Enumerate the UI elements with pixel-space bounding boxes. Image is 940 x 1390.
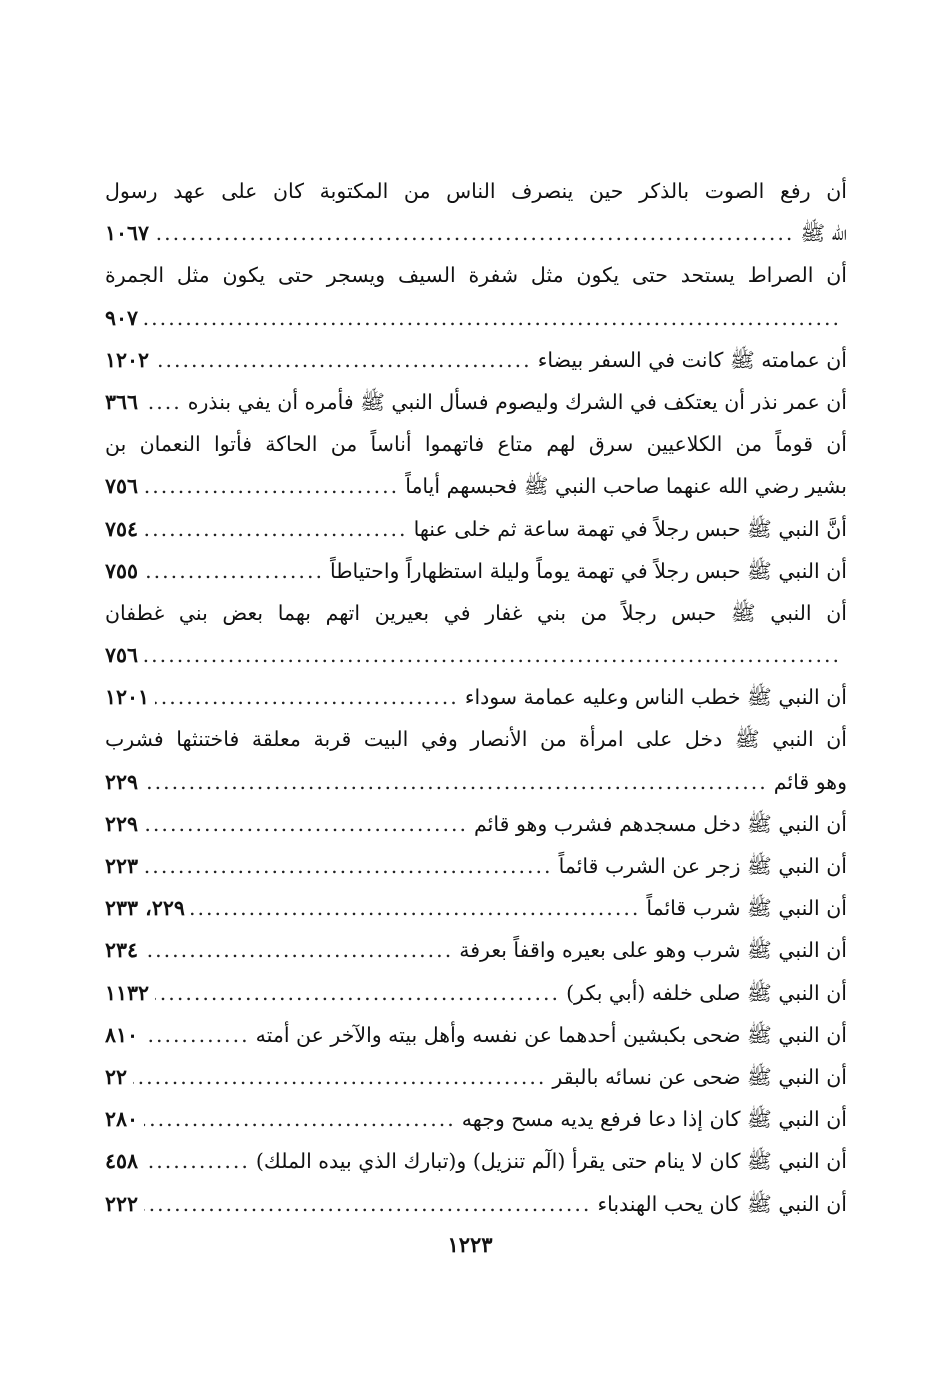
- dot-leader: [144, 1014, 250, 1056]
- dot-leader: [144, 803, 468, 845]
- entry-page-number: ٣٦٦: [105, 389, 139, 414]
- entry-line: [105, 212, 847, 254]
- index-entry: [105, 508, 847, 550]
- entry-page-number: ٢٨٠: [105, 1107, 139, 1132]
- entry-page-number: ١٢٠٢: [105, 347, 150, 372]
- dot-leader: [144, 1140, 250, 1182]
- entry-text: أن النبي ﷺ حبس رجلاً في تهمة يوماً وليلة استظهاراً واحتياطاً: [329, 558, 847, 583]
- dot-leader: [144, 845, 553, 887]
- dot-leader: [144, 929, 453, 971]
- entry-text: أن النبي ﷺ كان إذا دعا فرفع يديه مسح وجهه: [461, 1107, 847, 1132]
- entry-first-line: [105, 718, 847, 760]
- dot-leader: [155, 972, 560, 1014]
- dot-leader: [144, 465, 399, 507]
- entry-page-number: ٢٢٩، ٢٣٣: [105, 896, 185, 921]
- entry-text: أن النبي ﷺ دخل على امرأة من الأنصار وفي البيت قربة معلقة فاختنثها فشرب: [105, 727, 847, 752]
- index-entry: [105, 550, 847, 592]
- index-entry: [105, 592, 847, 676]
- entry-line: [105, 1183, 847, 1225]
- entry-line: [105, 676, 847, 718]
- entry-line: [105, 381, 847, 423]
- entry-text: أن النبي ﷺ حبس رجلاً من بني غفار في بعيرين اتهم بهما بعض بني غطفان: [105, 600, 847, 625]
- entry-page-number: ١١٣٢: [105, 980, 150, 1005]
- entry-line: [105, 297, 847, 339]
- dot-leader: [144, 1098, 456, 1140]
- index-entry: [105, 845, 847, 887]
- entry-line: [105, 887, 847, 929]
- entry-line: [105, 634, 847, 676]
- entry-text: أن النبي ﷺ خطب الناس وعليه عمامة سوداء: [464, 685, 847, 710]
- entry-text: أنَّ النبي ﷺ حبس رجلاً في تهمة ساعة ثم خلى عنها: [413, 516, 847, 541]
- entry-page-number: ٧٥٦: [105, 474, 139, 499]
- entry-first-line: [105, 170, 847, 212]
- entry-line: [105, 803, 847, 845]
- entry-line: [105, 508, 847, 550]
- entry-line: [105, 1140, 847, 1182]
- entry-page-number: ١٢٠١: [105, 685, 150, 710]
- entry-first-line: [105, 423, 847, 465]
- entry-line: [105, 761, 847, 803]
- entry-text: أن النبي ﷺ شرب وهو على بعيره واقفاً بعرفة: [459, 938, 847, 963]
- entry-page-number: ٢٢: [105, 1064, 128, 1089]
- page-number: ١٢٢٣: [447, 1232, 493, 1257]
- index-entry: [105, 887, 847, 929]
- index-entry: [105, 676, 847, 718]
- index-entry: [105, 1183, 847, 1225]
- dot-leader: [155, 676, 459, 718]
- index-entry: [105, 339, 847, 381]
- entry-page-number: ٢٢٣: [105, 854, 139, 878]
- dot-leader: [144, 508, 408, 550]
- index-entry: [105, 972, 847, 1014]
- entry-line: [105, 972, 847, 1014]
- entry-text: أن رفع الصوت بالذكر حين ينصرف الناس من المكتوبة كان على عهد رسول: [105, 179, 847, 203]
- index-entry: [105, 1140, 847, 1182]
- entry-text: وهو قائم: [773, 769, 847, 794]
- index-entry: [105, 929, 847, 971]
- entry-line: [105, 339, 847, 381]
- index-entry: [105, 1056, 847, 1098]
- entry-page-number: ٢٢٢: [105, 1191, 139, 1216]
- index-entry: [105, 423, 847, 507]
- entry-text: أن النبي ﷺ زجر عن الشرب قائماً: [558, 854, 847, 878]
- entry-line: [105, 929, 847, 971]
- entry-text: أن النبي ﷺ صلى خلفه (أبي بكر): [566, 980, 847, 1005]
- entry-text: أن قوماً من الكلاعيين سرق لهم متاع فاتهموا أناساً من الحاكة فأتوا النعمان بن: [105, 432, 847, 457]
- entry-page-number: ٨١٠: [105, 1022, 139, 1047]
- entry-text: أن النبي ﷺ ضحى بكبشين أحدهما عن نفسه وأهل بيته والآخر عن أمته: [255, 1022, 847, 1047]
- index-entry: [105, 718, 847, 802]
- entry-first-line: [105, 254, 847, 296]
- dot-leader: [144, 550, 324, 592]
- entry-text: أن الصراط يستحد حتى يكون مثل شفرة السيف ويسجر حتى يكون مثل الجمرة: [105, 263, 847, 288]
- entry-page-number: ٩٠٧: [105, 305, 139, 330]
- entry-page-number: ٢٢٩: [105, 769, 139, 794]
- index-entry: [105, 254, 847, 338]
- dot-leader: [191, 887, 641, 929]
- index-entry: [105, 1014, 847, 1056]
- entry-text: الله ﷺ: [800, 221, 847, 246]
- entry-text: أن النبي ﷺ شرب قائماً: [646, 896, 847, 921]
- entry-text: أن النبي ﷺ ضحى عن نسائه بالبقر: [552, 1064, 847, 1089]
- index-entry: [105, 1098, 847, 1140]
- dot-leader: [144, 761, 768, 803]
- entry-page-number: ٢٢٩: [105, 811, 139, 836]
- entry-text: أن عمامته ﷺ كانت في السفر بيضاء: [537, 347, 847, 372]
- entry-line: [105, 550, 847, 592]
- entry-line: [105, 1098, 847, 1140]
- entry-text: أن عمر نذر أن يعتكف في الشرك وليصوم فسأل النبي ﷺ فأمره أن يفي بنذره: [187, 389, 847, 414]
- entry-page-number: ٧٥٦: [105, 643, 139, 668]
- dot-leader: [133, 1056, 546, 1098]
- dot-leader: [144, 381, 182, 423]
- dot-leader: [155, 212, 794, 254]
- entry-text: أن النبي ﷺ كان لا ينام حتى يقرأ (الٓم تنزيل) و(تبارك الذي بيده الملك): [255, 1149, 847, 1174]
- entry-line: [105, 465, 847, 507]
- index-entry: [105, 381, 847, 423]
- entry-line: [105, 1056, 847, 1098]
- dot-leader: [155, 339, 532, 381]
- entry-page-number: ٤٥٨: [105, 1149, 139, 1174]
- dot-leader: [144, 297, 841, 339]
- entry-line: [105, 845, 847, 887]
- entry-first-line: [105, 592, 847, 634]
- entry-page-number: ٧٥٥: [105, 558, 139, 583]
- entry-page-number: ٢٣٤: [105, 938, 139, 963]
- dot-leader: [144, 634, 841, 676]
- dot-leader: [144, 1183, 591, 1225]
- entry-text: أن النبي ﷺ كان يحب الهندباء: [597, 1191, 847, 1216]
- entry-text: أن النبي ﷺ دخل مسجدهم فشرب وهو قائم: [474, 811, 847, 836]
- entry-page-number: ٧٥٤: [105, 516, 139, 541]
- entry-page-number: ١٠٦٧: [105, 221, 150, 246]
- entry-line: [105, 1014, 847, 1056]
- hadith-index: [105, 170, 847, 1225]
- index-entry: [105, 803, 847, 845]
- entry-text: بشير رضي الله عنهما صاحب النبي ﷺ فحبسهم أياماً: [405, 474, 847, 499]
- index-entry: [105, 170, 847, 254]
